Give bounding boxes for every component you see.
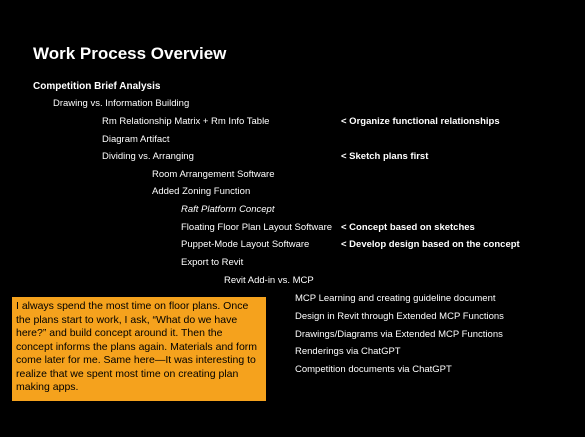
item-competition-docs: Competition documents via ChatGPT [295,364,452,375]
item-diagram-artifact: Diagram Artifact [102,134,170,145]
item-drawing-vs-info: Drawing vs. Information Building [53,98,190,109]
callout-box: I always spend the most time on floor plans. Once the plans start to work, I ask, “What do we have here?” and build concept around it. Then the concept informs the plans again. Materials and form come later for me. Same here—It was interesting to realize that we spent most time on creating plan making apps. [12,297,266,401]
note-organize-relationships: < Organize functional relationships [341,116,500,127]
item-zoning-function: Added Zoning Function [152,186,251,197]
item-dividing-vs-arranging: Dividing vs. Arranging [102,151,194,162]
item-floating-floor-plan: Floating Floor Plan Layout Software [181,222,333,233]
item-renderings: Renderings via ChatGPT [295,346,401,357]
page-title: Work Process Overview [33,44,227,63]
item-puppet-mode: Puppet-Mode Layout Software [181,239,310,250]
item-raft-platform: Raft Platform Concept [181,204,275,215]
note-concept-sketches: < Concept based on sketches [341,222,475,233]
item-room-arrangement: Room Arrangement Software [152,169,275,180]
item-revit-addin-vs-mcp: Revit Add-in vs. MCP [224,275,314,286]
item-rm-matrix: Rm Relationship Matrix + Rm Info Table [102,116,270,127]
note-sketch-plans: < Sketch plans first [341,151,429,162]
item-mcp-learning: MCP Learning and creating guideline document [295,293,496,304]
item-design-in-revit: Design in Revit through Extended MCP Functions [295,311,504,322]
item-drawings-diagrams: Drawings/Diagrams via Extended MCP Functions [295,329,503,340]
section-heading: Competition Brief Analysis [33,81,161,92]
note-develop-design: < Develop design based on the concept [341,239,520,250]
item-export-revit: Export to Revit [181,257,244,268]
